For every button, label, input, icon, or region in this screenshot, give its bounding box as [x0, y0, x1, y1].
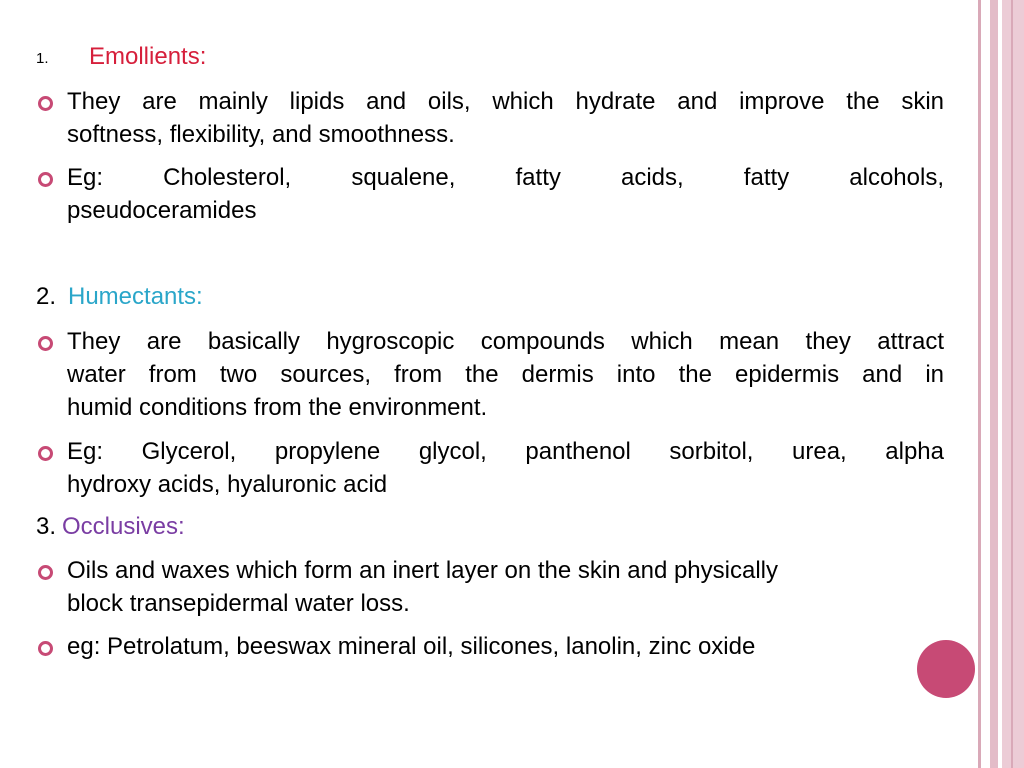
bullet-text: [67, 468, 944, 501]
border-stripe: [981, 0, 990, 768]
section-heading-emollients: Emollients:: [89, 43, 207, 70]
bullet-ring-icon: [38, 172, 53, 187]
bullet-ring-icon: [38, 96, 53, 111]
section-number: 3.: [36, 513, 57, 540]
bullet-line: Eg: Cholesterol, squalene, fatty acids, fatty alcohols,: [67, 164, 944, 191]
bullet-text: [67, 118, 944, 151]
section-number: 1.: [36, 50, 49, 67]
bullet-line: They are mainly lipids and oils, which hydrate and improve the skin: [67, 88, 944, 115]
bullet-text: [67, 435, 944, 468]
bullet-line: block transepidermal water loss.: [67, 590, 410, 617]
bullet-ring-icon: [38, 565, 53, 580]
bullet-ring-icon: [38, 641, 53, 656]
border-stripe: [1011, 0, 1013, 768]
bullet-line: They are basically hygroscopic compounds which mean they attract: [67, 328, 944, 355]
bullet-text: [67, 325, 944, 358]
bullet-line: softness, flexibility, and smoothness.: [67, 121, 455, 148]
bullet-text: [67, 554, 944, 587]
bullet-line: water from two sources, from the dermis into the epidermis and in: [67, 361, 944, 388]
bullet-text: [67, 587, 944, 620]
bullet-text: [67, 85, 944, 118]
bullet-text: [67, 161, 944, 194]
bullet-ring-icon: [38, 336, 53, 351]
bullet-text: [67, 630, 944, 663]
section-heading-occlusives: Occlusives:: [62, 513, 185, 540]
section-heading-humectants: Humectants:: [68, 283, 203, 310]
bullet-line: hydroxy acids, hyaluronic acid: [67, 471, 388, 498]
section-number: 2.: [36, 283, 57, 310]
bullet-text: [67, 391, 944, 424]
bullet-line: pseudoceramides: [67, 197, 257, 224]
bullet-line: Eg: Glycerol, propylene glycol, panthenol sorbitol, urea, alpha: [67, 438, 944, 465]
border-stripe: [990, 0, 998, 768]
border-stripe: [1002, 0, 1024, 768]
bullet-line: humid conditions from the environment.: [67, 394, 488, 421]
bullet-line: Oils and waxes which form an inert layer on the skin and physically: [67, 557, 778, 584]
bullet-ring-icon: [38, 446, 53, 461]
bullet-text: [67, 194, 944, 227]
bullet-text: [67, 358, 944, 391]
bullet-line: eg: Petrolatum, beeswax mineral oil, silicones, lanolin, zinc oxide: [67, 633, 756, 660]
